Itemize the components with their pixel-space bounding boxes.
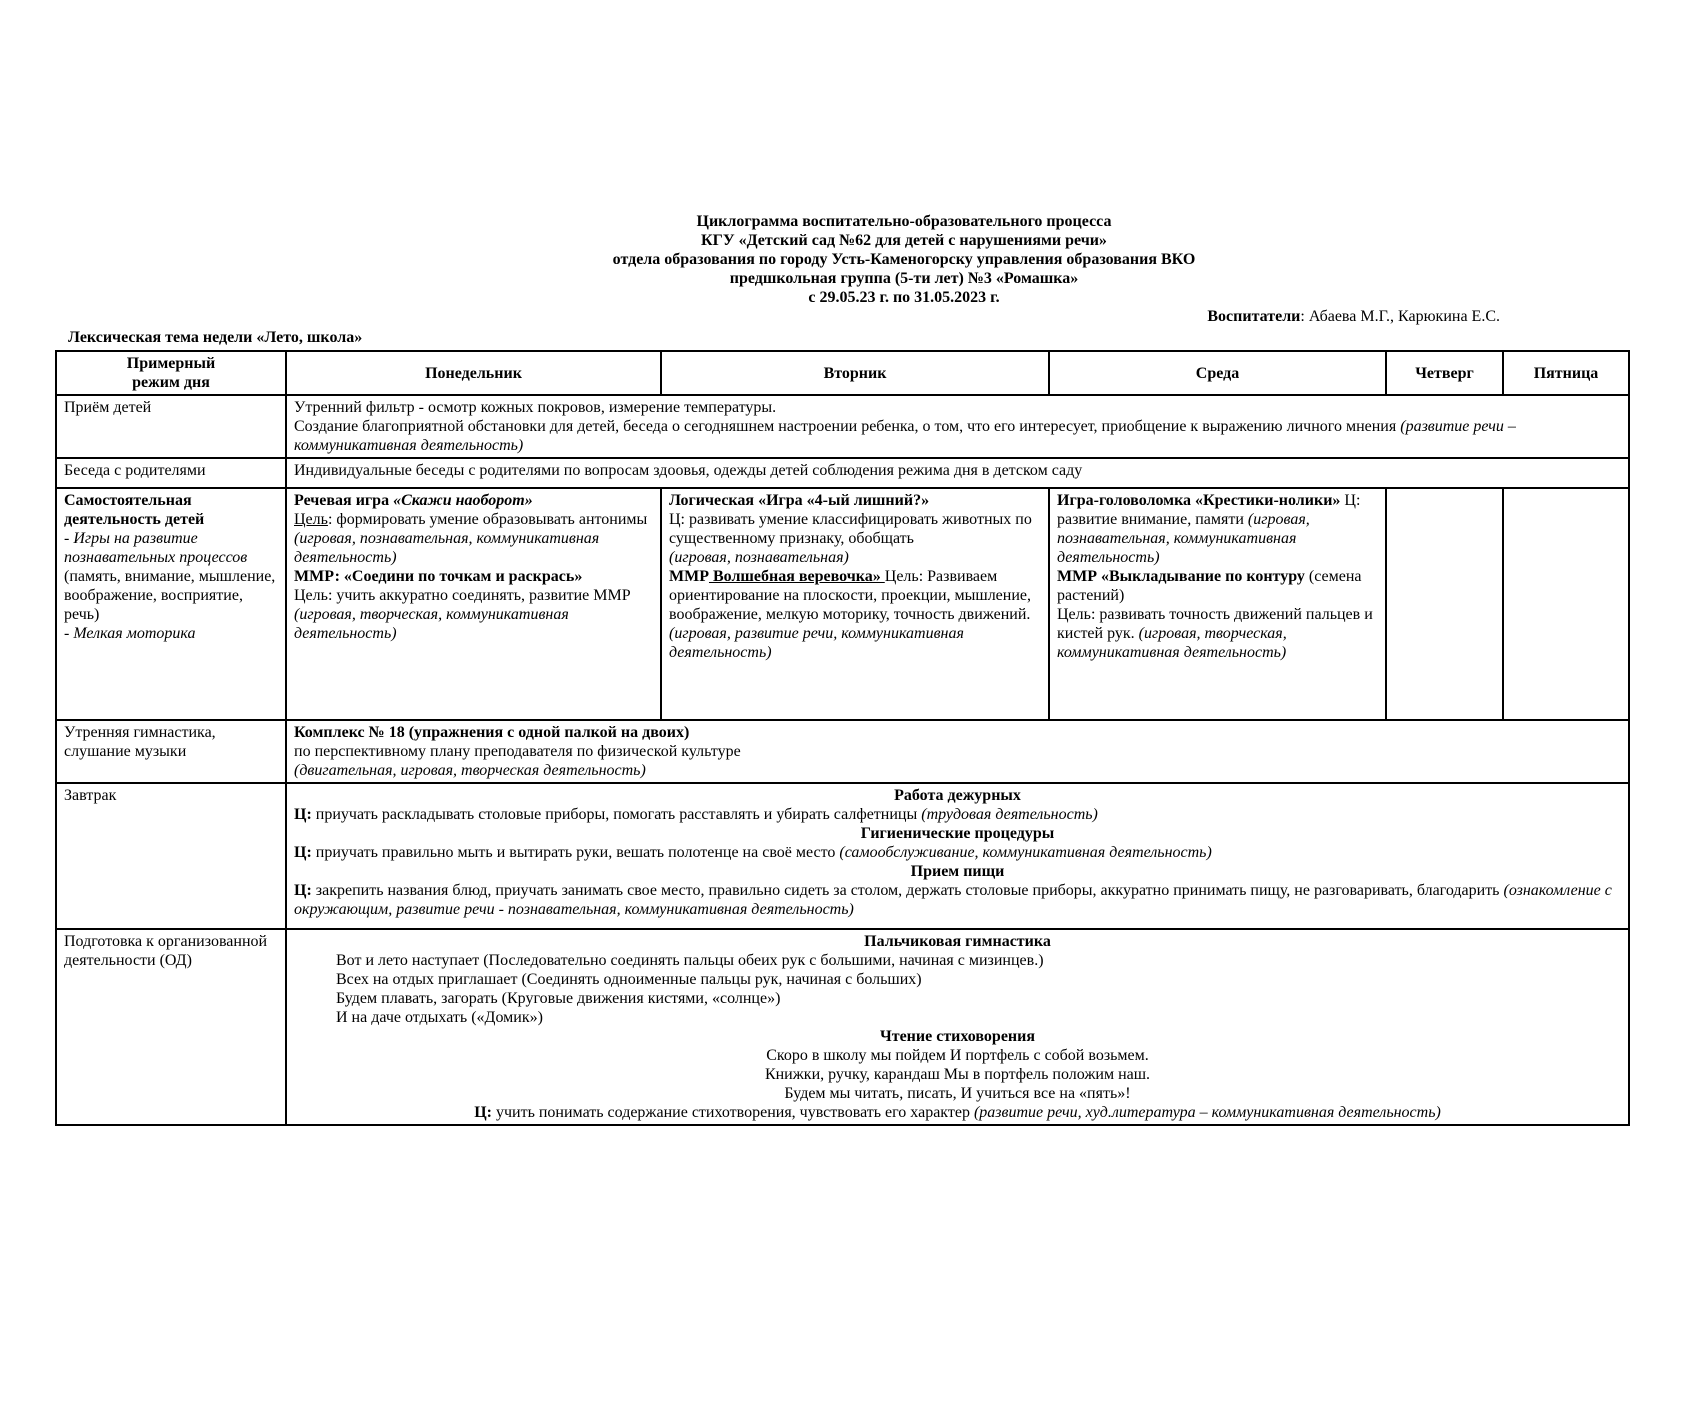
week-theme: Лексическая тема недели «Лето, школа» [68,329,363,346]
finger-gym-line-2: Всех на отдых приглашает (Соединять одноименные пальцы рук, начиная с больших) [336,971,922,988]
title-line-5: с 29.05.23 г. по 31.05.2023 г. [808,289,1000,306]
independent-thursday-cell [1386,488,1503,720]
breakfast-meal-heading: Прием пищи [910,863,1005,880]
preparation-row [56,929,1629,1125]
col-header-regime [56,351,286,395]
monday-goal-word: Цель [294,511,328,528]
finger-gym-heading: Пальчиковая гимнастика [864,933,1051,950]
teachers-names: : Абаева М.Г., Карюкина Е.С. [1300,308,1500,325]
wednesday-mmr [1057,567,1378,605]
wednesday-mmr-rest: (семена растений) [1057,568,1362,604]
reception-line2-text: Создание благоприятной обстановки для детей, беседа о сегодняшнем настроении ребенка, о том, что его интересует, приобщение к выражению личного мнения [294,418,1401,435]
breakfast-duty-goal-label: Ц: [294,806,312,823]
tuesday-game-title: Логическая «Игра «4-ый лишний?» [669,492,930,509]
breakfast-hygiene-goal-text: приучать правильно мыть и вытирать руки, вешать полотенце на своё место [311,844,840,861]
breakfast-label: Завтрак [56,783,286,929]
reception-line1: Утренний фильтр - осмотр кожных покровов, измерение температуры. [294,399,777,416]
breakfast-content [286,783,1629,929]
title-line-4: предшкольная группа (5-ти лет) №3 «Ромашка» [729,270,1079,287]
tuesday-mmr-label: ММР [669,568,709,585]
independent-tuesday-cell [661,488,1049,720]
monday-goal-text: : формировать умение образовывать антонимы [327,511,648,528]
breakfast-row [56,783,1629,929]
wednesday-goal2-text: Цель: развивать точность движений пальцев и кистей рук. [1057,606,1373,642]
title-line-2: КГУ «Детский сад №62 для детей с нарушениями речи» [701,232,1107,249]
parents-label: Беседа с родителями [56,458,286,488]
finger-gym-line-1: Вот и лето наступает (Последовательно соединять пальцы обеих рук с большими, начиная с мизинцев.) [336,952,1044,969]
col-header-thursday: Четверг [1386,351,1503,395]
wednesday-puzzle [1057,491,1378,567]
wednesday-game-title: Игра-головоломка «Крестики-нолики» [1057,492,1341,509]
monday-goal [294,510,653,529]
tuesday-goal: Ц: развивать умение классифицировать животных по существенному признаку, обобщать [669,511,1032,547]
breakfast-hygiene-activity: (самообслуживание, коммуникативная деятельность) [839,844,1212,861]
poem-line-1: Скоро в школу мы пойдем И портфель с собой возьмем. [766,1047,1149,1064]
poem-goal-activity: (развитие речи, худ.литература – коммуникативная деятельность) [973,1104,1441,1121]
monday-game-name: «Скажи наоборот» [393,492,533,509]
parents-row [56,458,1629,488]
breakfast-duty-heading: Работа дежурных [894,787,1021,804]
gymnastics-row [56,720,1629,783]
gymnastics-activity: (двигательная, игровая, творческая деятельность) [294,762,646,779]
wednesday-goal: Ц: развитие внимание, памяти [1057,492,1361,528]
independent-wednesday-cell [1049,488,1386,720]
tuesday-mmr-goal: Цель: Развиваем ориентирование на плоскости, проекции, мышление, воображение, мелкую моторику, точность движений. [669,568,1032,623]
poem-line-3: Будем мы читать, писать, И учиться все на «пять»! [784,1085,1131,1102]
gymnastics-complex: Комплекс № 18 (упражнения с одной палкой на двоих) [294,724,690,741]
reception-line2-activity: (развитие речи – коммуникативная деятельность) [294,418,1516,454]
independent-activity-row [56,488,1629,720]
tuesday-mmr-name: Волшебная веревочка» [708,568,885,585]
finger-gym-line-3: Будем плавать, загорать (Круговые движения кистями, «солнце») [336,990,781,1007]
independent-friday-cell [1503,488,1629,720]
breakfast-meal-goal-text: закрепить названия блюд, приучать занимать свое место, правильно сидеть за столом, держать столовые приборы, аккуратно принимать пищу, не разговаривать, благодарить [311,882,1504,899]
tuesday-activity1: (игровая, познавательная) [669,549,849,566]
document-title [180,212,1628,307]
monday-mmr-title: ММР: «Соедини по точкам и раскрась» [294,568,583,585]
preparation-content [286,929,1629,1125]
breakfast-duty-goal-text: приучать раскладывать столовые приборы, помогать расставлять и убирать салфетницы [311,806,922,823]
breakfast-meal-goal-label: Ц: [294,882,312,899]
header-row [56,351,1629,395]
schedule-table [55,350,1630,1126]
poem-goal-text: учить понимать содержание стихотворения, чувствовать его характер [491,1104,974,1121]
monday-game-label: Речевая игра [294,492,394,509]
preparation-label: Подготовка к организованной деятельности (ОД) [56,929,286,1125]
teachers-line [0,307,1683,326]
poem-goal-label: Ц: [474,1104,492,1121]
reception-row [56,395,1629,458]
breakfast-meal-activity: (ознакомление с окружающим, развитие речи - познавательная, коммуникативная деятельность) [294,882,1612,918]
breakfast-duty-goal [294,805,1621,824]
parents-content: Индивидуальные беседы с родителями по вопросам здоовья, одежды детей соблюдения режима дня в детском саду [286,458,1629,488]
title-line-1: Циклограмма воспитательно-образовательного процесса [696,213,1112,230]
independent-label-games: - Игры на развитие познавательных процессов [64,530,248,566]
breakfast-hygiene-goal-label: Ц: [294,844,312,861]
wednesday-mmr-title: ММР «Выкладывание по контуру [1057,568,1305,585]
independent-label-motor: - Мелкая моторика [64,625,196,642]
wednesday-activity2: (игровая, творческая, коммуникативная деятельность) [1057,625,1287,661]
tuesday-activity2: (игровая, развитие речи, коммуникативная деятельность) [669,625,964,661]
reception-content [286,395,1629,458]
col-header-monday: Понедельник [286,351,661,395]
monday-mmr-goal: Цель: учить аккуратно соединять, развитие ММР [294,587,631,604]
col-header-friday: Пятница [1503,351,1629,395]
teachers-label: Воспитатели [1207,308,1301,325]
independent-monday-cell [286,488,661,720]
col-header-wednesday: Среда [1049,351,1386,395]
gymnastics-label: Утренняя гимнастика, слушание музыки [56,720,286,783]
breakfast-duty-activity: (трудовая деятельность) [921,806,1098,823]
monday-speech-game [294,491,653,510]
gymnastics-content [286,720,1629,783]
col-header-regime-line2: режим дня [132,374,210,391]
breakfast-meal-goal [294,881,1621,919]
finger-gym-line-4: И на даче отдыхать («Домик») [336,1009,543,1026]
monday-activity2: (игровая, творческая, коммуникативная деятельность) [294,606,569,642]
col-header-tuesday: Вторник [661,351,1049,395]
wednesday-goal2 [1057,605,1378,662]
tuesday-mmr [669,567,1041,624]
reception-label: Приём детей [56,395,286,458]
wednesday-activity1: (игровая, познавательная, коммуникативная деятельность) [1057,511,1310,566]
breakfast-hygiene-heading: Гигиенические процедуры [860,825,1055,842]
poem-goal [294,1103,1621,1122]
independent-label-processes: (память, внимание, мышление, воображение, восприятие, речь) [64,568,276,623]
independent-label [56,488,286,720]
title-line-3: отдела образования по городу Усть-Каменогорску управления образования ВКО [612,251,1196,268]
independent-label-title: Самостоятельная деятельность детей [64,492,205,528]
col-header-regime-line1: Примерный [126,355,216,372]
reception-line2 [294,417,1621,455]
poem-line-2: Книжки, ручку, карандаш Мы в портфель положим наш. [764,1066,1151,1083]
monday-activity1: (игровая, познавательная, коммуникативная деятельность) [294,530,600,566]
poem-heading: Чтение стиховорения [879,1028,1036,1045]
gymnastics-plan: по перспективному плану преподавателя по физической культуре [294,743,741,760]
breakfast-hygiene-goal [294,843,1621,862]
